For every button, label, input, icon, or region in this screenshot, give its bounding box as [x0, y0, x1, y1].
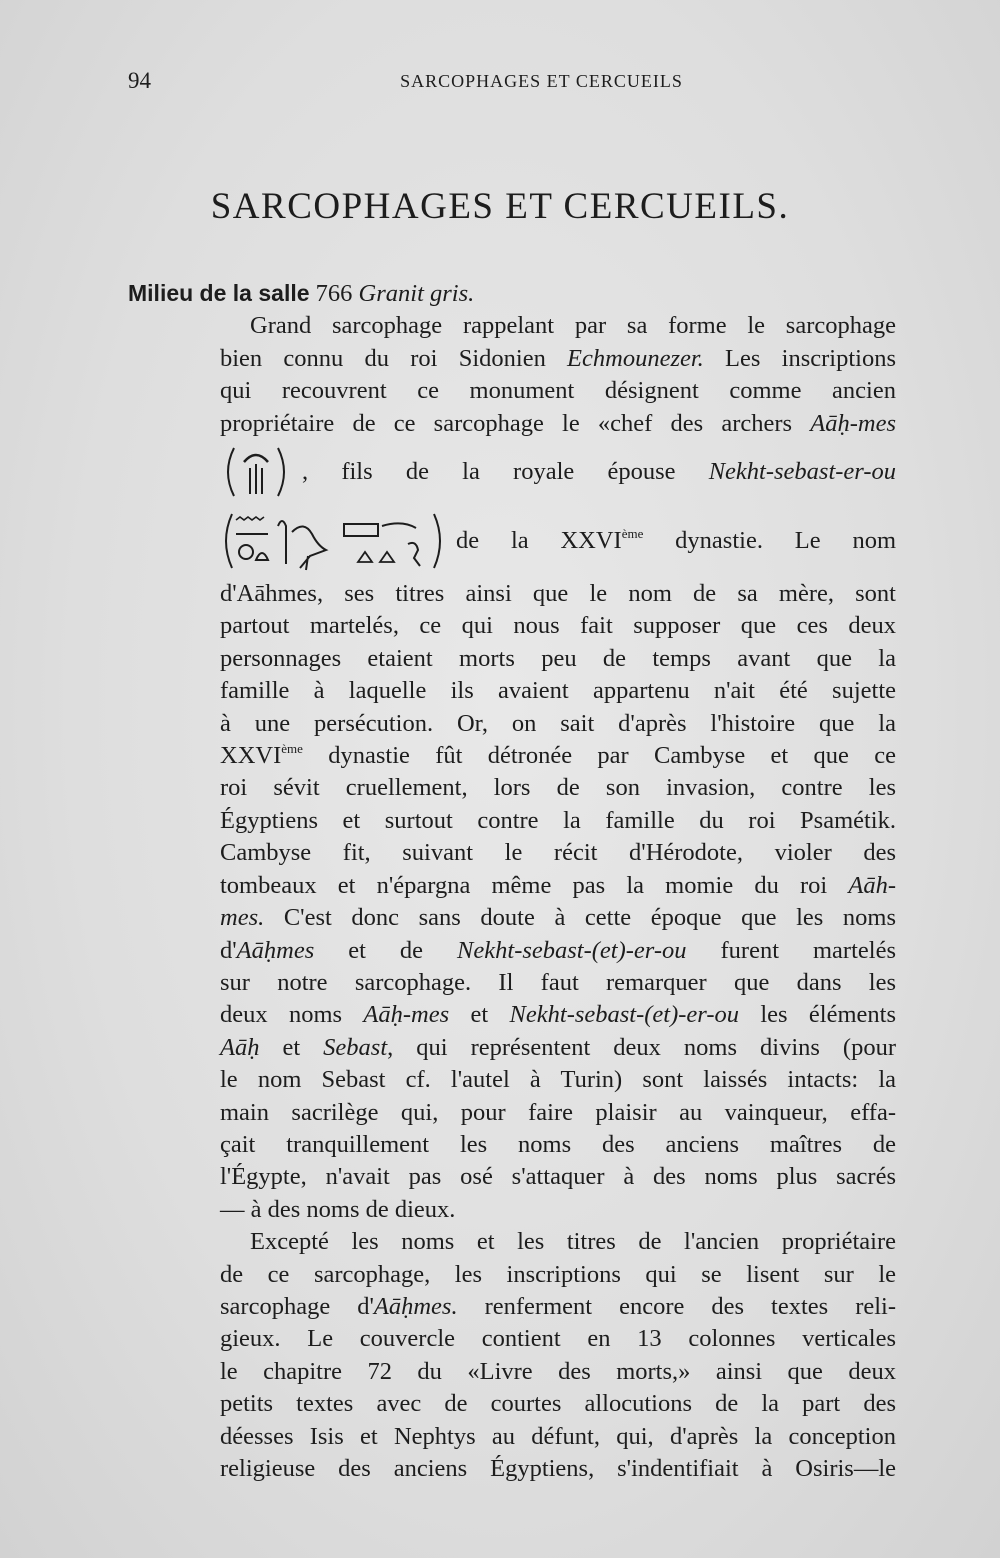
- text-line: Grand sarcophage rappelant par sa forme le sarcophage: [250, 312, 896, 340]
- text-line: mes. C'est donc sans doute à cette époque que les noms: [220, 904, 896, 932]
- text-line: l'Égypte, n'avait pas osé s'attaquer à des noms plus sacrés: [220, 1163, 896, 1191]
- text-line: d'Aāḥmes et de Nekht-sebast-(et)-er-ou furent martelés: [220, 936, 896, 964]
- text-line: le chapitre 72 du «Livre des morts,» ainsi que deux: [220, 1357, 896, 1385]
- text-line: personnages etaient morts peu de temps avant que la: [220, 644, 896, 672]
- running-head: [128, 68, 895, 98]
- entry-body: [128, 277, 896, 1485]
- page-number: 94: [128, 68, 151, 93]
- text-line: deux noms Aāḥ-mes et Nekht-sebast-(et)-er-ou les éléments: [220, 1001, 896, 1029]
- text-line: sur notre sarcophage. Il faut remarquer que dans les: [220, 968, 896, 996]
- entry-heading: [128, 277, 896, 310]
- material-label: Granit gris.: [358, 280, 475, 307]
- text-line: Aāḥ et Sebast, qui représentent deux noms divins (pour: [220, 1033, 897, 1061]
- entry-number: 766: [315, 280, 353, 307]
- cartouche-nekht-sebast-hieroglyph-icon: [220, 506, 446, 576]
- text-line-with-cartouche: [220, 440, 896, 504]
- text-line: petits textes avec de courtes allocutions de la part des: [220, 1390, 896, 1418]
- running-title: SARCOPHAGES ET CERCUEILS: [400, 71, 683, 91]
- text-line: propriétaire de ce sarcophage le «chef des archers Aāḥ-mes: [220, 409, 896, 437]
- text-line: d'Aāhmes, ses titres ainsi que le nom de sa mère, sont: [220, 580, 896, 608]
- text-line: Égyptiens et surtout contre la famille du roi Psamétik.: [220, 806, 896, 834]
- text-line: — à des noms de dieux.: [220, 1195, 456, 1223]
- paragraph-2: [128, 1226, 896, 1485]
- text-line-with-cartouche: [220, 504, 896, 578]
- text-line: XXVIème dynastie fût détronée par Cambyse et que ce: [220, 741, 896, 770]
- text-line: partout martelés, ce qui nous fait supposer que ces deux: [220, 612, 896, 640]
- text-line: gieux. Le couvercle contient en 13 colonnes verticales: [220, 1325, 896, 1353]
- text-line: tombeaux et n'épargna même pas la momie du roi Aāh-: [220, 871, 896, 899]
- text-line: roi sévit cruellement, lors de son invasion, contre les: [220, 774, 896, 802]
- text-line: Excepté les noms et les titres de l'ancien propriétaire: [250, 1228, 896, 1256]
- text-line-tail: , fils de la royale épouse Nekht-sebast-er-ou: [302, 457, 896, 485]
- text-line: déesses Isis et Nephtys au défunt, qui, d'après la conception: [220, 1422, 896, 1450]
- text-line: bien connu du roi Sidonien Echmounezer. Les inscriptions: [220, 344, 896, 372]
- text-line: de ce sarcophage, les inscriptions qui se lisent sur le: [220, 1260, 896, 1288]
- text-line: à une persécution. Or, on sait d'après l'histoire que la: [220, 709, 896, 737]
- text-line: qui recouvrent ce monument désignent comme ancien: [220, 377, 896, 405]
- text-line: main sacrilège qui, pour faire plaisir au vainqueur, effa-: [220, 1098, 896, 1126]
- text-line-tail: de la XXVIème dynastie. Le nom: [456, 525, 897, 554]
- text-line: le nom Sebast cf. l'autel à Turin) sont laissés intacts: la: [220, 1066, 896, 1094]
- text-line: sarcophage d'Aāḥmes. renferment encore des textes reli-: [220, 1292, 896, 1320]
- cartouche-aahmes-hieroglyph-icon: [220, 442, 292, 502]
- text-line: Cambyse fit, suivant le récit d'Hérodote, violer des: [220, 839, 896, 867]
- text-line: çait tranquillement les noms des anciens maîtres de: [220, 1130, 896, 1158]
- paragraph-1: [128, 310, 896, 1226]
- location-label: Milieu de la salle: [128, 280, 310, 306]
- text-line: religieuse des anciens Égyptiens, s'indentifiait à Osiris—le: [220, 1455, 896, 1482]
- chapter-title: SARCOPHAGES ET CERCUEILS.: [210, 186, 790, 227]
- text-line: famille à laquelle ils avaient appartenu n'ait été sujette: [220, 677, 896, 705]
